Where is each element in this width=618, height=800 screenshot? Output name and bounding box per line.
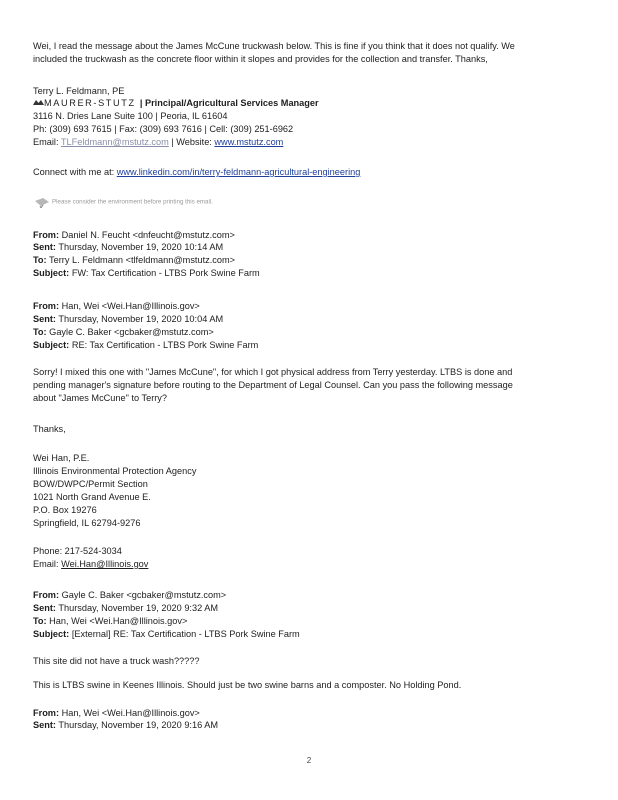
- intro-line-1: Wei, I read the message about the James McCune truckwash below. This is fine if you think that it does not qualify. We: [33, 41, 515, 51]
- msg2-sig-email-line: Email: Wei.Han@Illinois.gov: [33, 559, 149, 569]
- msg3-body-2: This is LTBS swine in Keenes Illinois. Should just be two swine barns and a composter. No Holding Pond.: [33, 680, 462, 690]
- msg2-sig-box: P.O. Box 19276: [33, 505, 97, 515]
- msg1-from: From: Daniel N. Feucht <dnfeucht@mstutz.com>: [33, 230, 235, 240]
- msg2-sent: Sent: Thursday, November 19, 2020 10:04 AM: [33, 314, 224, 324]
- msg4-sent: Sent: Thursday, November 19, 2020 9:16 AM: [33, 720, 219, 730]
- msg1-to: To: Terry L. Feldmann <tlfeldmann@mstutz.com>: [33, 255, 236, 265]
- msg2-from: From: Han, Wei <Wei.Han@Illinois.gov>: [33, 301, 200, 311]
- msg2-subject: Subject: RE: Tax Certification - LTBS Pork Swine Farm: [33, 340, 259, 350]
- msg1-sent: Sent: Thursday, November 19, 2020 10:14 AM: [33, 242, 224, 252]
- signature-title: Principal/Agricultural Services Manager: [144, 98, 319, 108]
- signature-phones: Ph: (309) 693 7615 | Fax: (309) 693 7616 | Cell: (309) 251-6962: [33, 124, 294, 134]
- msg2-sig-section: BOW/DWPC/Permit Section: [33, 479, 148, 489]
- signature-name: Terry L. Feldmann, PE: [33, 86, 125, 96]
- msg2-sig-email-link[interactable]: Wei.Han@Illinois.gov: [61, 559, 149, 569]
- msg3-sent: Sent: Thursday, November 19, 2020 9:32 AM: [33, 603, 219, 613]
- msg2-body-1: Sorry! I mixed this one with "James McCune", for which I got physical address from Terry yesterday. LTBS is done and: [33, 367, 513, 377]
- msg2-sig-city: Springfield, IL 62794-9276: [33, 518, 141, 528]
- signature-email-link[interactable]: TLFeldmann@mstutz.com: [60, 137, 169, 147]
- msg3-to: To: Han, Wei <Wei.Han@Illinois.gov>: [33, 616, 188, 626]
- signature-address: 3116 N. Dries Lane Suite 100 | Peoria, IL 61604: [33, 111, 228, 121]
- signature-website-link[interactable]: www.mstutz.com: [214, 137, 284, 147]
- msg2-to: To: Gayle C. Baker <gcbaker@mstutz.com>: [33, 327, 214, 337]
- msg3-subject: Subject: [External] RE: Tax Certification - LTBS Pork Swine Farm: [33, 629, 300, 639]
- msg2-thanks: Thanks,: [33, 424, 66, 434]
- signature-company-line: MAURER-STUTZ | Principal/Agricultural Services Manager: [33, 98, 608, 109]
- company-logo-icon: [33, 99, 44, 106]
- msg2-sig-agency: Illinois Environmental Protection Agency: [33, 466, 197, 476]
- msg3-from: From: Gayle C. Baker <gcbaker@mstutz.com>: [33, 590, 227, 600]
- environment-notice: Please consider the environment before printing this email.: [33, 196, 213, 208]
- msg2-body-2: pending manager's signature before routing to the Department of Legal Counsel. Can you pass the following message: [33, 380, 513, 390]
- msg2-body-3: about "James McCune" to Terry?: [33, 393, 168, 403]
- msg4-from: From: Han, Wei <Wei.Han@Illinois.gov>: [33, 708, 200, 718]
- intro-line-2: included the truckwash as the concrete floor within it slopes and provides for the collection and transfer. Thanks,: [33, 54, 488, 64]
- msg2-sig-phone: Phone: 217-524-3034: [33, 546, 122, 556]
- msg2-sig-street: 1021 North Grand Avenue E.: [33, 492, 151, 502]
- printer-icon: [33, 196, 51, 208]
- msg2-sig-name: Wei Han, P.E.: [33, 453, 90, 463]
- signature-connect-line: Connect with me at: www.linkedin.com/in/terry-feldmann-agricultural-engineering: [33, 167, 361, 177]
- company-logo: MAURER-STUTZ: [33, 98, 140, 108]
- linkedin-link[interactable]: www.linkedin.com/in/terry-feldmann-agricultural-engineering: [116, 167, 361, 177]
- msg3-body-1: This site did not have a truck wash?????: [33, 656, 200, 666]
- page-number: 2: [306, 756, 312, 765]
- msg1-subject: Subject: FW: Tax Certification - LTBS Pork Swine Farm: [33, 268, 260, 278]
- signature-email-line: Email: TLFeldmann@mstutz.com | Website: www.mstutz.com: [33, 137, 284, 147]
